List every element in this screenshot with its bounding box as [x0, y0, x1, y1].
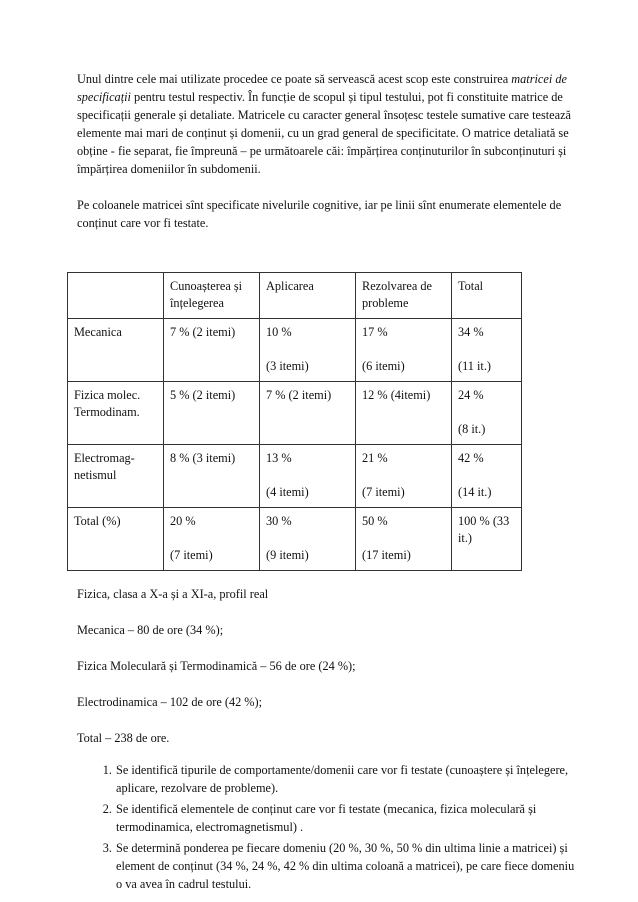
emphasis-term: matricei de specificații [77, 72, 567, 104]
list-item: 3. Se determină ponderea pe fiecare domeniu (20 %, 30 %, 50 % din ultima linie a matricei) și element de conținut (34 %, 24 %, 42 % din ultima coloană a matricei), pe care fiece domeniu o va avea în cadrul testului. [115, 839, 577, 893]
specification-matrix [67, 272, 522, 571]
note-line: Fizica Moleculară și Termodinamică – 56 de ore (24 %); [77, 659, 356, 673]
table-row [68, 382, 522, 445]
row-label: Fizica molec. Termodinam. [68, 382, 164, 445]
table-cell: 8 % (3 itemi) [164, 445, 260, 508]
row-label: Total (%) [68, 508, 164, 571]
curriculum-notes [77, 585, 577, 747]
table-cell: 30 % (9 itemi) [260, 508, 356, 571]
header-problem-solving: Rezolvarea de probleme [356, 273, 452, 319]
table-cell: 10 % (3 itemi) [260, 319, 356, 382]
table-row [68, 445, 522, 508]
table-cell: 42 % (14 it.) [452, 445, 522, 508]
table-row [68, 508, 522, 571]
table-cell: 21 % (7 itemi) [356, 445, 452, 508]
table-cell: 34 % (11 it.) [452, 319, 522, 382]
table-cell: 12 % (4itemi) [356, 382, 452, 445]
header-knowledge: Cunoașterea și înțelegerea [164, 273, 260, 319]
document-page [74, 70, 577, 896]
note-line: Total – 238 de ore. [77, 731, 170, 745]
row-label: Electromag-netismul [68, 445, 164, 508]
table-row [68, 319, 522, 382]
note-line: Mecanica – 80 de ore (34 %); [77, 623, 224, 637]
list-item: 2. Se identifică elementele de conținut care vor fi testate (mecanica, fizica moleculară și termodinamica, electromagnetismul) . [115, 800, 577, 836]
table-header-row [68, 273, 522, 319]
table-cell: 5 % (2 itemi) [164, 382, 260, 445]
header-application: Aplicarea [260, 273, 356, 319]
table-cell: 7 % (2 itemi) [260, 382, 356, 445]
table-cell: 17 % (6 itemi) [356, 319, 452, 382]
table-cell: 7 % (2 itemi) [164, 319, 260, 382]
note-line: Electrodinamica – 102 de ore (42 %); [77, 695, 263, 709]
intro-paragraph: Unul dintre cele mai utilizate procedee ce poate să servească acest scop este construirea matricei de specificații pentru testul respectiv. În funcție de scopul și tipul testului, pot fi constituite matrice de specificații generale și detaliate. Matricele cu caracter general însoțesc testele sumative care testează elemente mai mari de conținut și domenii, cu un grad general de specificitate. O matrice detaliată se obține - fie separat, fie împreună – pe următoarele căi: împărțirea conținuturilor în subconținuturi și împărțirea domeniilor în subdomenii. [77, 72, 571, 176]
row-label: Mecanica [68, 319, 164, 382]
steps-list [77, 761, 577, 893]
list-item: 1. Se identifică tipurile de comportamente/domenii care vor fi testate (cunoaștere și înțelegere, aplicare, rezolvare de probleme). [115, 761, 577, 797]
columns-paragraph: Pe coloanele matricei sînt specificate nivelurile cognitive, iar pe linii sînt enumerate elementele de conținut care vor fi testate. [77, 198, 562, 230]
table-cell: 24 % (8 it.) [452, 382, 522, 445]
note-line: Fizica, clasa a X-a și a XI-a, profil real [77, 587, 269, 601]
table-cell: 20 % (7 itemi) [164, 508, 260, 571]
table-cell: 50 % (17 itemi) [356, 508, 452, 571]
header-empty [68, 273, 164, 319]
table-cell: 13 % (4 itemi) [260, 445, 356, 508]
table-cell: 100 % (33 it.) [452, 508, 522, 571]
header-total: Total [452, 273, 522, 319]
